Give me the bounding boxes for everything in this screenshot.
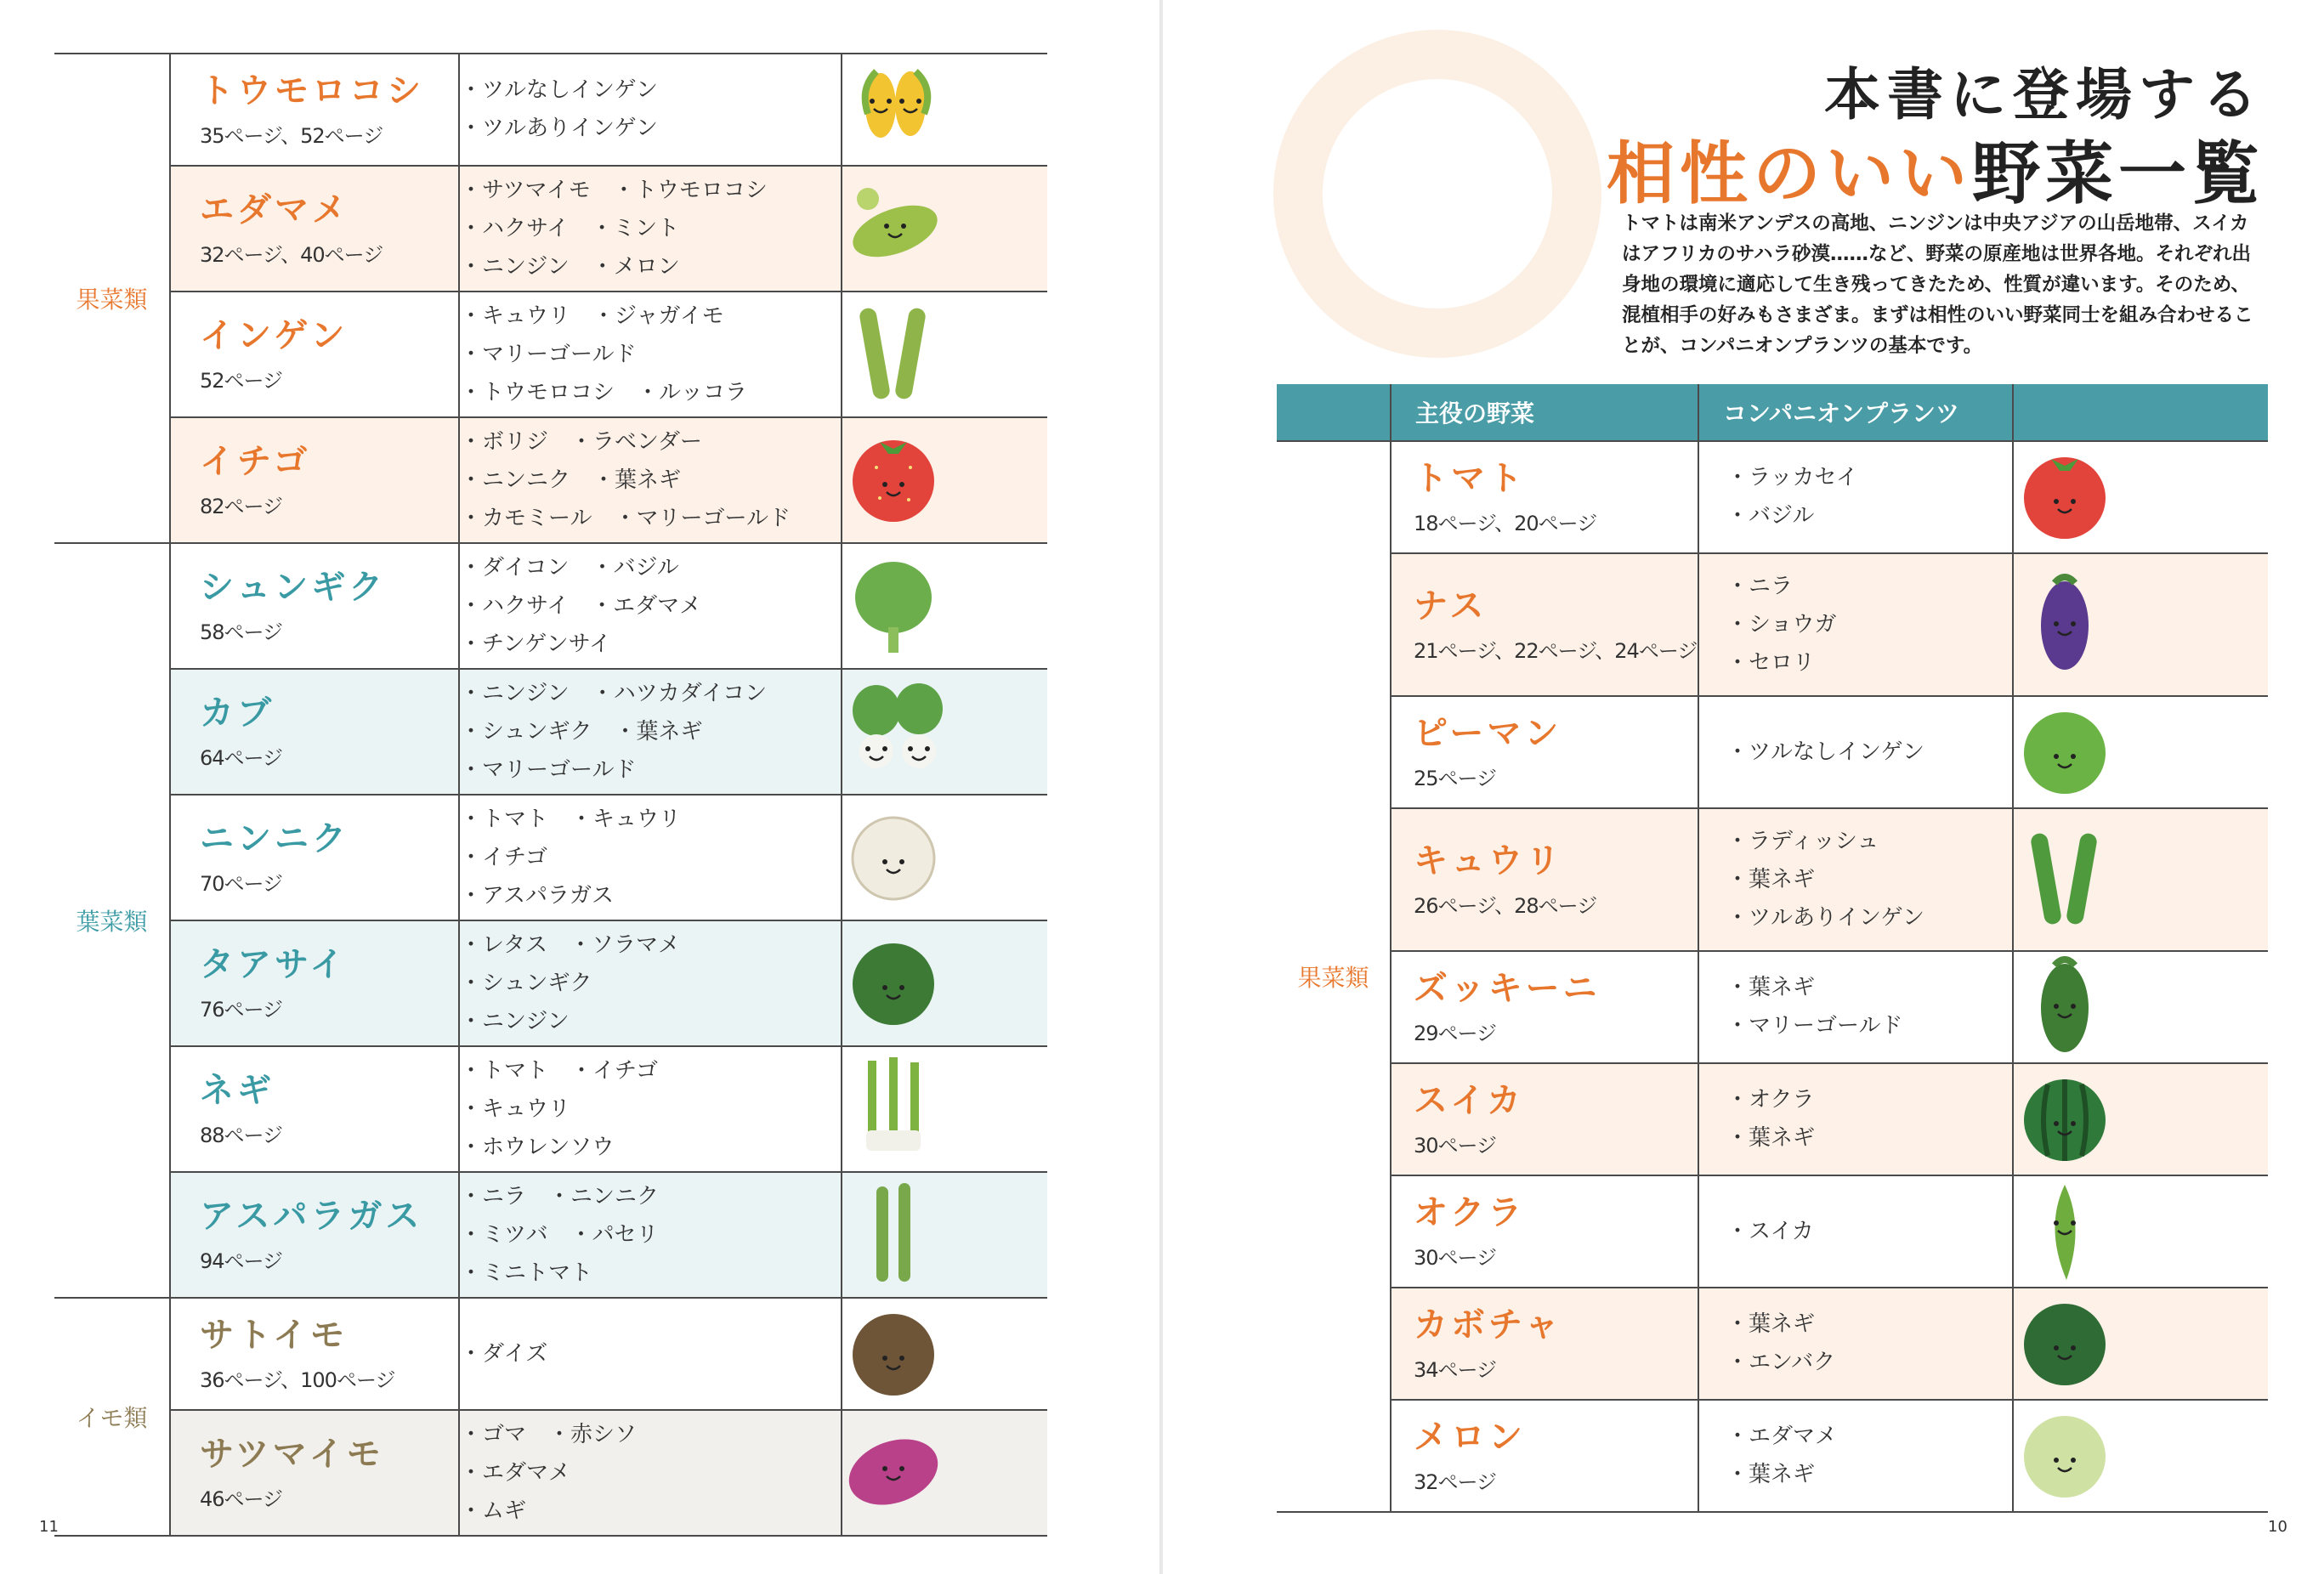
companion-item: ・アスパラガス: [460, 882, 614, 909]
vegetable-illustration-cell: [2013, 553, 2268, 696]
companion-item: ・エダマメ: [460, 1459, 571, 1486]
table-row: [54, 292, 1047, 417]
page-reference: 76ページ: [200, 997, 283, 1022]
bell-pepper-icon: [2014, 697, 2116, 804]
intro-paragraph: トマトは南米アンデスの高地、ニンジンは中央アジアの山岳地帯、スイカはアフリカのサハラ砂漠……など、野菜の原産地は世界各地。それぞれ出身地の環境に適応して生き残ってきたため、性質が違います。そのため、混植相手の好みもさまざま。まずは相性のいい野菜同士を組み合わせることが、コンパニオンプランツの基本です。: [1622, 212, 2253, 357]
strawberry-icon: [842, 425, 944, 532]
corn-icon: [842, 54, 944, 161]
header-blank: [1277, 384, 1391, 441]
vegetable-name: イチゴ: [200, 441, 311, 481]
companion-item: ・ニラ: [1726, 573, 1794, 599]
vegetable-cell: [170, 920, 459, 1046]
vegetable-cell: [170, 1046, 459, 1172]
page-reference: 46ページ: [200, 1486, 283, 1511]
companion-cell: [1698, 1063, 2013, 1175]
companion-item: ・ツルありインゲン: [1726, 904, 1924, 931]
vegetable-name: シュンギク: [200, 567, 387, 607]
eggplant-icon: [2014, 569, 2116, 677]
vegetable-illustration-cell: [842, 166, 1047, 292]
vegetable-cell: [1391, 1288, 1698, 1400]
page-reference: 18ページ、20ページ: [1414, 511, 1597, 535]
companion-item: ・ニンジン ・メロン: [460, 253, 680, 280]
vegetable-illustration-cell: [842, 1172, 1047, 1298]
vegetable-illustration-cell: [2013, 1288, 2268, 1400]
vegetable-illustration-cell: [2013, 696, 2268, 808]
vegetable-cell: [170, 292, 459, 417]
companion-item: ・ツルなしインゲン: [1726, 739, 1924, 765]
header-main-vegetable: 主役の野菜: [1391, 384, 1698, 441]
companion-item: ・葉ネギ: [1726, 1125, 1816, 1151]
companion-cell: [1698, 1175, 2013, 1288]
pumpkin-icon: [2014, 1288, 2116, 1396]
vegetable-cell: [170, 543, 459, 669]
companion-item: ・ホウレンソウ: [460, 1134, 615, 1160]
vegetable-illustration-cell: [2013, 1063, 2268, 1175]
garlic-icon: [842, 802, 944, 909]
green-onion-icon: [842, 1054, 944, 1161]
companion-cell: [459, 1046, 842, 1172]
companion-item: ・ハクサイ ・ミント: [460, 215, 680, 241]
companion-item: ・ゴマ ・赤シソ: [460, 1421, 638, 1447]
page-reference: 30ページ: [1414, 1133, 1497, 1158]
vegetable-cell: [1391, 1400, 1698, 1512]
page-reference: 34ページ: [1414, 1357, 1497, 1382]
vegetable-name: トマト: [1414, 458, 1526, 498]
companion-item: ・ニンニク ・葉ネギ: [460, 467, 682, 493]
companion-item: ・チンゲンサイ: [460, 631, 611, 657]
sweet-potato-icon: [842, 1418, 944, 1525]
page-reference: 94ページ: [200, 1248, 283, 1273]
companion-item: ・マリーゴールド: [460, 341, 637, 367]
edamame-icon: [842, 173, 944, 280]
turnip-icon: [842, 677, 944, 784]
table-row: [54, 920, 1047, 1046]
companion-item: ・バジル: [1726, 503, 1815, 529]
companion-item: ・トマト ・イチゴ: [460, 1057, 658, 1084]
companion-item: ・ラディッシュ: [1726, 828, 1879, 854]
page-reference: 58ページ: [200, 620, 283, 644]
table-row: [1277, 696, 2268, 808]
companion-item: ・エダマメ: [1726, 1424, 1838, 1449]
companion-item: ・オクラ: [1726, 1087, 1815, 1113]
vegetable-illustration-cell: [842, 920, 1047, 1046]
companion-cell: [459, 292, 842, 417]
companion-item: ・ニンジン: [460, 1008, 570, 1034]
companion-item: ・セロリ: [1726, 649, 1816, 676]
companion-item: ・ツルありインゲン: [460, 116, 658, 141]
vegetable-illustration-cell: [842, 669, 1047, 795]
left-vegetable-table: [54, 53, 1047, 1537]
table-row: [54, 669, 1047, 795]
left-page: [0, 0, 1159, 1574]
companion-item: ・レタス ・ソラマメ: [460, 931, 680, 958]
vegetable-name: オクラ: [1414, 1192, 1526, 1232]
vegetable-cell: [170, 417, 459, 543]
companion-item: ・カモミール ・マリーゴールド: [460, 505, 791, 531]
companion-cell: [459, 1298, 842, 1410]
companion-item: ・キュウリ: [460, 1096, 571, 1122]
vegetable-illustration-cell: [2013, 951, 2268, 1063]
companion-item: ・マリーゴールド: [1726, 1013, 1903, 1039]
companion-item: ・シュンギク: [460, 970, 592, 996]
vegetable-name: カボチャ: [1414, 1305, 1562, 1345]
shungiku-icon: [842, 551, 944, 658]
vegetable-name: ニンニク: [200, 818, 349, 858]
vegetable-name: エダマメ: [200, 190, 349, 229]
companion-item: ・マリーゴールド: [460, 756, 637, 783]
companion-item: ・ミニトマト: [460, 1260, 593, 1286]
vegetable-name: カブ: [200, 693, 275, 733]
companion-item: ・サツマイモ ・トウモロコシ: [460, 177, 768, 203]
vegetable-name: スイカ: [1414, 1080, 1524, 1120]
cucumber-icon: [2014, 824, 2116, 931]
vegetable-name: ネギ: [200, 1070, 275, 1110]
table-row: [1277, 808, 2268, 951]
companion-item: ・イチゴ: [460, 844, 547, 870]
okra-icon: [2014, 1176, 2116, 1283]
category-label-leaf: 葉菜類: [54, 543, 170, 1298]
table-row: [1277, 1288, 2268, 1400]
vegetable-cell: [1391, 951, 1698, 1063]
vegetable-name: トウモロコシ: [200, 71, 424, 110]
table-row: [54, 54, 1047, 166]
vegetable-cell: [170, 795, 459, 920]
page-reference: 25ページ: [1414, 766, 1497, 790]
companion-item: ・ボリジ ・ラベンダー: [460, 428, 702, 455]
companion-item: ・ダイズ: [460, 1340, 548, 1367]
companion-item: ・ニンジン ・ハツカダイコン: [460, 680, 768, 706]
vegetable-illustration-cell: [842, 54, 1047, 166]
page-reference: 29ページ: [1414, 1021, 1497, 1045]
vegetable-illustration-cell: [2013, 1175, 2268, 1288]
companion-item: ・ニラ ・ニンニク: [460, 1183, 660, 1209]
vegetable-illustration-cell: [842, 292, 1047, 417]
table-header-row: [1277, 384, 2268, 441]
companion-item: ・キュウリ ・ジャガイモ: [460, 303, 724, 329]
companion-item: ・エンバク: [1726, 1350, 1836, 1375]
page-reference: 52ページ: [200, 368, 283, 393]
companion-cell: [459, 1172, 842, 1298]
zucchini-icon: [2014, 952, 2116, 1059]
vegetable-cell: [170, 166, 459, 292]
companion-cell: [1698, 696, 2013, 808]
title-rest: 野菜一覧: [1972, 134, 2264, 213]
vegetable-cell: [170, 1410, 459, 1536]
vegetable-name: ピーマン: [1414, 713, 1562, 753]
page-reference: 70ページ: [200, 871, 283, 896]
vegetable-illustration-cell: [842, 417, 1047, 543]
vegetable-cell: [1391, 553, 1698, 696]
companion-cell: [1698, 951, 2013, 1063]
vegetable-cell: [170, 54, 459, 166]
table-row: [54, 1046, 1047, 1172]
table-row: [54, 795, 1047, 920]
companion-cell: [459, 1410, 842, 1536]
vegetable-name: サトイモ: [200, 1315, 348, 1355]
companion-cell: [459, 417, 842, 543]
asparagus-icon: [842, 1180, 944, 1287]
table-row: [54, 543, 1047, 669]
tatsoi-icon: [842, 928, 944, 1035]
table-row: [54, 1172, 1047, 1298]
vegetable-illustration-cell: [842, 1298, 1047, 1410]
table-row: [1277, 441, 2268, 553]
companion-cell: [1698, 441, 2013, 553]
category-label-tuber: イモ類: [54, 1298, 170, 1536]
decorative-ring: [1273, 30, 1601, 358]
vegetable-cell: [1391, 696, 1698, 808]
page-number-left: 11: [39, 1518, 59, 1536]
watermelon-icon: [2014, 1064, 2116, 1171]
title-line-1: 本書に登場する: [1824, 62, 2264, 127]
companion-cell: [459, 543, 842, 669]
vegetable-cell: [170, 669, 459, 795]
table-row: [54, 166, 1047, 292]
vegetable-illustration-cell: [2013, 808, 2268, 951]
companion-item: ・トマト ・キュウリ: [460, 806, 682, 832]
companion-item: ・葉ネギ: [1726, 866, 1816, 892]
page-reference: 64ページ: [200, 745, 283, 770]
companion-item: ・葉ネギ: [1726, 1311, 1816, 1337]
page-reference: 35ページ、52ページ: [200, 123, 383, 148]
vegetable-illustration-cell: [2013, 441, 2268, 553]
companion-cell: [1698, 553, 2013, 696]
vegetable-cell: [170, 1172, 459, 1298]
vegetable-cell: [170, 1298, 459, 1410]
vegetable-illustration-cell: [842, 1046, 1047, 1172]
page-reference: 30ページ: [1414, 1245, 1497, 1270]
page-reference: 88ページ: [200, 1123, 283, 1147]
companion-cell: [1698, 1288, 2013, 1400]
table-row: [54, 417, 1047, 543]
green-bean-icon: [842, 299, 944, 406]
table-row: [1277, 1175, 2268, 1288]
companion-item: ・ムギ: [460, 1498, 527, 1524]
table-row: [1277, 553, 2268, 696]
companion-item: ・ハクサイ ・エダマメ: [460, 592, 702, 619]
page-reference: 36ページ、100ページ: [200, 1367, 395, 1392]
vegetable-name: アスパラガス: [200, 1196, 423, 1236]
title-line-2: [1607, 119, 2264, 217]
companion-cell: [459, 166, 842, 292]
table-row: [1277, 1400, 2268, 1512]
companion-cell: [1698, 808, 2013, 951]
melon-icon: [2014, 1401, 2116, 1508]
taro-icon: [842, 1299, 944, 1406]
category-label-fruit: 果菜類: [54, 54, 170, 543]
vegetable-illustration-cell: [2013, 1400, 2268, 1512]
page-reference: 32ページ、40ページ: [200, 242, 383, 267]
vegetable-illustration-cell: [842, 543, 1047, 669]
companion-item: ・葉ネギ: [1726, 1462, 1816, 1487]
companion-cell: [1698, 1400, 2013, 1512]
vegetable-name: ズッキーニ: [1414, 968, 1601, 1008]
header-image: [2013, 384, 2268, 441]
companion-item: ・ラッカセイ: [1726, 465, 1858, 490]
vegetable-cell: [1391, 808, 1698, 951]
header-companion: コンパニオンプランツ: [1698, 384, 2013, 441]
table-row: [1277, 951, 2268, 1063]
page-reference: 82ページ: [200, 494, 283, 518]
companion-item: ・ショウガ: [1726, 611, 1837, 637]
vegetable-cell: [1391, 1175, 1698, 1288]
companion-cell: [459, 669, 842, 795]
page-number-right: 10: [2268, 1518, 2287, 1536]
companion-item: ・シュンギク ・葉ネギ: [460, 718, 703, 745]
vegetable-name: メロン: [1414, 1417, 1526, 1457]
vegetable-illustration-cell: [842, 795, 1047, 920]
vegetable-cell: [1391, 1063, 1698, 1175]
table-row: [1277, 1063, 2268, 1175]
companion-item: ・葉ネギ: [1726, 975, 1816, 1000]
title-accent: 相性のいい: [1607, 134, 1972, 213]
vegetable-name: ナス: [1414, 586, 1488, 626]
companion-item: ・ツルなしインゲン: [460, 77, 658, 103]
companion-cell: [459, 54, 842, 166]
table-row: [54, 1298, 1047, 1410]
companion-cell: [459, 920, 842, 1046]
companion-item: ・トウモロコシ ・ルッコラ: [460, 379, 748, 405]
vegetable-illustration-cell: [842, 1410, 1047, 1536]
companion-cell: [459, 795, 842, 920]
companion-item: ・ダイコン ・バジル: [460, 554, 679, 580]
vegetable-cell: [1391, 441, 1698, 553]
vegetable-name: サツマイモ: [200, 1434, 384, 1474]
vegetable-name: タアサイ: [200, 944, 348, 984]
right-vegetable-table: [1277, 384, 2268, 1513]
page-reference: 26ページ、28ページ: [1414, 893, 1597, 918]
vegetable-name: インゲン: [200, 315, 349, 355]
companion-item: ・ミツバ ・パセリ: [460, 1221, 659, 1248]
table-row: [54, 1410, 1047, 1536]
tomato-icon: [2014, 442, 2116, 549]
page-reference: 21ページ、22ページ、24ページ: [1414, 638, 1698, 663]
companion-item: ・スイカ: [1726, 1218, 1814, 1244]
page-reference: 32ページ: [1414, 1469, 1497, 1494]
vegetable-name: キュウリ: [1414, 841, 1563, 880]
category-label-fruit: 果菜類: [1277, 441, 1391, 1512]
